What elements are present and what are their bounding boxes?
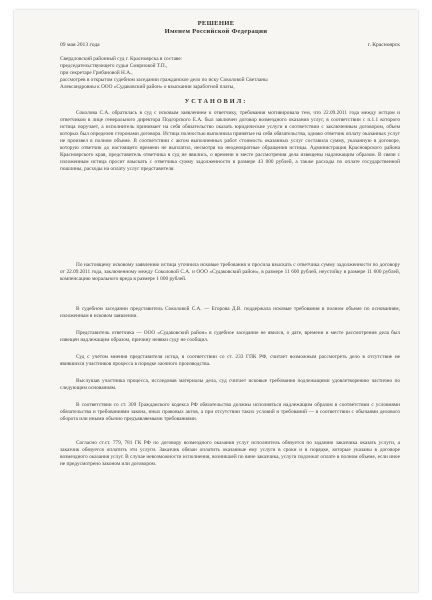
document-page — [14, 10, 418, 592]
paragraph-clarified-claims: По настоящему исковому заявлению истица уточнила исковые требования и просила взыскать с ответчика сумму задолженности по договору от 22.09.2011 года, заключенному между Соколовой С.А. и ООО «Судаковский район», в размере 11 600 рублей, неустойку в размере 11 600 рублей, компенсацию морального вреда в размере 1 000 рублей. — [60, 262, 400, 283]
court-caption — [60, 56, 360, 91]
section-title: УСТАНОВИЛ: — [184, 98, 248, 105]
paragraph-articles-779-781: Согласно ст.ст. 779, 781 ГК РФ по договору возмездного оказания услуг исполнитель обязуется по заданию заказчика оказать услуги, а заказчик обязуется оплатить эти услуги. Заказчик обязан оплатить оказанные ему услуги в сроки и в порядке, которые указаны в договоре возмездного оказания услуг. В случае невозможности исполнения, возникшей по вине заказчика, услуги подлежат оплате в полном объеме, если иное не предусмотрено законом или договором. — [60, 440, 400, 468]
paragraph-court-finding: Выслушав участника процесса, исследовав материалы дела, суд считает исковые требования подлежащими удовлетворению частично по следующим основаниям. — [60, 378, 400, 392]
document-header-subtitle: Именем Российской Федерации — [164, 28, 268, 35]
paragraph-article-309: В соответствии со ст. 309 Гражданского кодекса РФ обязательства должны исполняться надлежащим образом в соответствии с условиями обязательства и требованиями закона, иных правовых актов, а при отсутствии таких условий и требований — в соответствии с обычаями делового оборота или иными обычно предъявляемыми требованиями. — [60, 402, 400, 423]
paragraph-plaintiff-representative: В судебном заседании представитель Соколовой С.А. — Егорова Д.В. поддержала исковые требования в полном объеме по основаниям, изложенным в исковом заявлении. — [60, 306, 400, 320]
caption-line: председательствующего судьи Смирновой Т.П., — [60, 63, 168, 70]
paragraph-default-procedure: Суд с учетом мнения представителя истца, в соответствии со ст. 233 ГПК РФ, считает возможным рассмотреть дело в отсутствие не явившихся участников процесса в порядке заочного производства. — [60, 354, 400, 368]
document-header-title: РЕШЕНИЕ — [197, 20, 235, 27]
caption-line: при секретаре Грибановой Н.А., — [60, 70, 133, 77]
caption-line: рассмотрев в открытом судебном заседании гражданское дело по иску Соколовой Светланы — [60, 77, 268, 84]
paragraph-defendant-absence: Представитель ответчика — ООО «Судаковский район» в судебное заседание не явился, о дате, времени и месте рассмотрения дела был извещен надлежащим образом, причину неявки суду не сообщил. — [60, 330, 400, 344]
document-date: 09 мая 2013 года — [60, 42, 100, 48]
document-city: г. Красноярск — [367, 42, 400, 48]
caption-line: Свердловский районный суд г. Красноярска в составе: — [60, 56, 183, 62]
paragraph-claim: Соколова С.А. обратилась в суд с исковым заявлением к ответчику, требования мотивировала тем, что 22.09.2011 года между истцом и ответчиком в лице генерального директора Подгорского Е.А. был заключен договор возмездного оказания услуг, в соответствии с п.1.1 которого истица поручает, а исполнитель принимает на себя обязательство оказать юридические услуги в соответствии с заключенным договором, объем которых был определен сторонами договора. Истица полностью выполнила принятые на себя обязательства, однако ответчик оплату оказанных услуг не произвел в полном объеме. В соответствии с актом выполненных работ стоимость оказанных услуг составила сумму, указанную в договоре, которую ответчик до настоящего времени не выплатил, несмотря на неоднократные обращения истицы. Администрация Красноярского района Красноярского края, представитель ответчика в суд не явились, о времени и месте рассмотрения дела извещены надлежащим образом. В связи с изложенным истица просит взыскать с ответчика сумму задолженности в размере 43 000 рублей, а также расходы по оплате государственной пошлины, расходы на оплату услуг представителя. — [60, 110, 400, 173]
caption-line: Александровны к ООО «Судаковский район» о взыскании заработной платы, — [60, 84, 235, 91]
